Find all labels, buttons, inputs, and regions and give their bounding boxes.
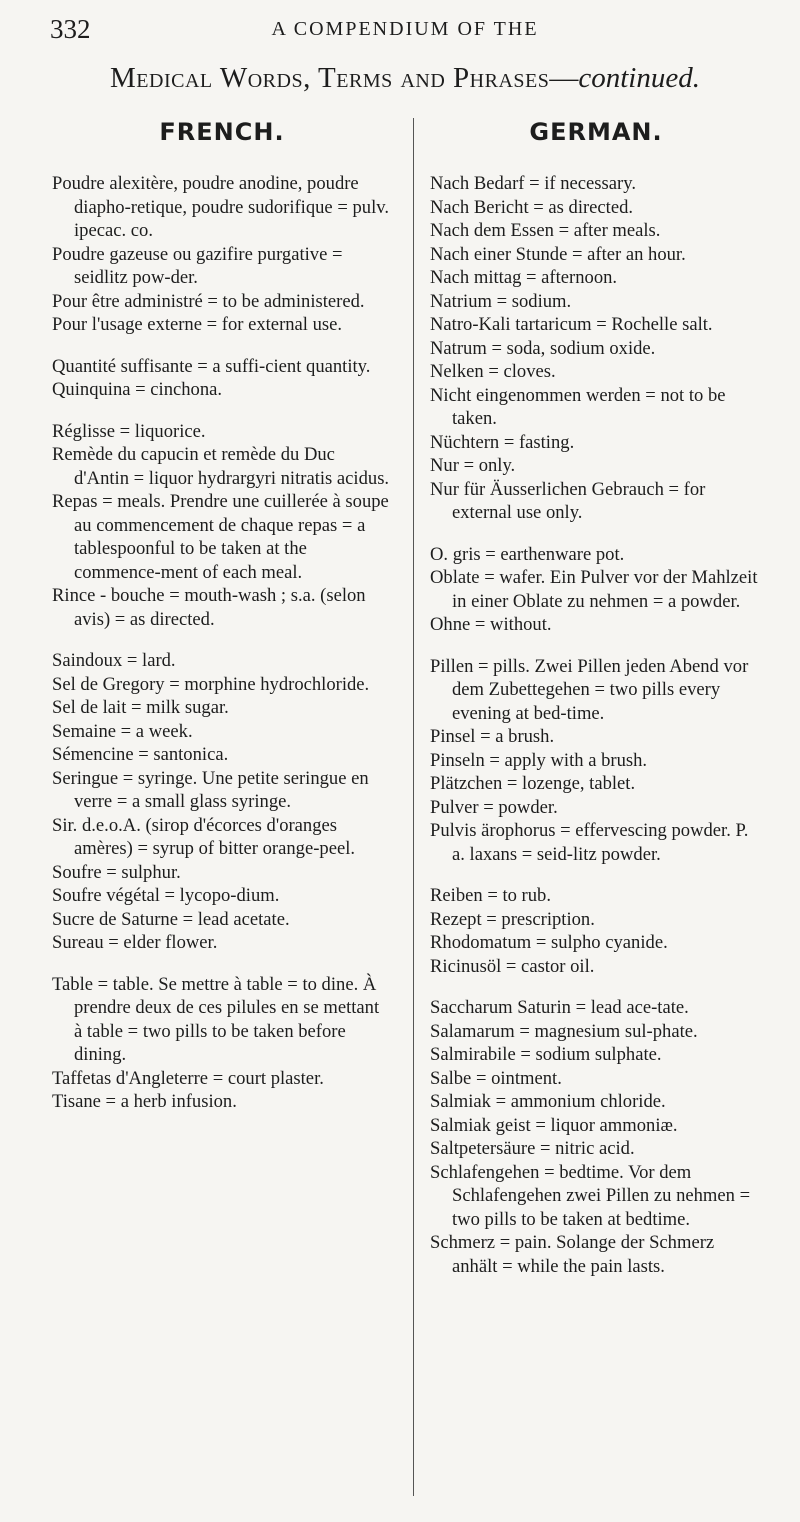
glossary-entry: Salmiak geist = liquor ammoniæ. — [430, 1114, 678, 1136]
glossary-entry: Nach einer Stunde = after an hour. — [430, 243, 686, 265]
page-number: 332 — [50, 14, 91, 44]
glossary-entry: Natro-Kali tartaricum = Rochelle salt. — [430, 314, 713, 335]
glossary-entry: Ohne = without. — [430, 614, 552, 635]
glossary-entry: Quinquina = cinchona. — [52, 379, 223, 400]
glossary-entry: Sémencine = santonica. — [52, 744, 229, 765]
glossary-entry: Table = table. Se mettre à table = to dine. À prendre deux de ces pilules en se mettant à table = two pills to be taken before dining. — [52, 973, 380, 1065]
glossary-entry: Pinseln = apply with a brush. — [430, 749, 648, 771]
glossary-entry: O. gris = earthenware pot. — [430, 543, 625, 565]
french-entry-list — [52, 172, 392, 1114]
glossary-entry: Saccharum Saturin = lead ace-tate. — [430, 997, 689, 1018]
glossary-entry: Sel de Gregory = morphine hydrochloride. — [52, 673, 370, 695]
german-column — [430, 118, 762, 1278]
glossary-entry: Soufre végétal = lycopo-dium. — [52, 885, 280, 906]
glossary-entry: Salmiak = ammonium chloride. — [430, 1091, 666, 1112]
glossary-entry: Sel de lait = milk sugar. — [52, 697, 229, 718]
glossary-entry: Saltpetersäure = nitric acid. — [430, 1138, 635, 1159]
glossary-entry: Nach Bericht = as directed. — [430, 196, 634, 218]
glossary-entry: Poudre alexitère, poudre anodine, poudre diapho-retique, poudre sudorifique = pulv. ipecac. co. — [52, 173, 389, 241]
french-heading: FRENCH. — [159, 118, 285, 146]
glossary-entry: Semaine = a week. — [52, 720, 193, 742]
glossary-entry: Pulver = powder. — [430, 796, 558, 818]
glossary-entry: Réglisse = liquorice. — [52, 420, 206, 442]
running-head — [50, 14, 760, 54]
glossary-entry: Tisane = a herb infusion. — [52, 1091, 237, 1112]
glossary-entry: Nach Bedarf = if necessary. — [430, 173, 636, 194]
glossary-entry: Oblate = wafer. Ein Pulver vor der Mahlzeit in einer Oblate zu nehmen = a powder. — [430, 567, 758, 612]
german-entry-list — [430, 172, 762, 1278]
glossary-entry: Schlafengehen = bedtime. Vor dem Schlafengehen zwei Pillen zu nehmen = two pills to be taken at bedtime. — [430, 1161, 751, 1230]
glossary-entry: Pour l'usage externe = for external use. — [52, 314, 343, 335]
section-title: Medical Words, Terms and Phrases — [110, 62, 550, 94]
glossary-entry: Schmerz = pain. Solange der Schmerz anhält = while the pain lasts. — [430, 1232, 715, 1277]
glossary-entry: Pulvis ärophorus = effervescing powder. P. a. laxans = seid-litz powder. — [430, 820, 749, 865]
glossary-entry: Taffetas d'Angleterre = court plaster. — [52, 1067, 324, 1089]
glossary-entry: Pinsel = a brush. — [430, 726, 555, 747]
glossary-entry: Sucre de Saturne = lead acetate. — [52, 908, 290, 930]
glossary-entry: Nach dem Essen = after meals. — [430, 220, 661, 241]
running-title: A COMPENDIUM OF THE — [271, 18, 539, 40]
glossary-entry: Quantité suffisante = a suffi-cient quantity. — [52, 355, 371, 377]
glossary-entry: Seringue = syringe. Une petite seringue en verre = a small glass syringe. — [52, 767, 369, 812]
glossary-entry: Salamarum = magnesium sul-phate. — [430, 1020, 698, 1042]
glossary-entry: Plätzchen = lozenge, tablet. — [430, 773, 636, 794]
column-divider — [413, 118, 414, 1496]
section-heading — [50, 62, 760, 95]
glossary-entry: Pillen = pills. Zwei Pillen jeden Abend vor dem Zubettegehen = two pills every evening at bed-time. — [430, 655, 749, 724]
glossary-entry: Sureau = elder flower. — [52, 932, 218, 953]
glossary-entry: Nelken = cloves. — [430, 361, 556, 382]
glossary-entry: Saindoux = lard. — [52, 650, 176, 671]
glossary-entry: Natrium = sodium. — [430, 290, 572, 312]
glossary-entry: Nüchtern = fasting. — [430, 431, 575, 453]
glossary-entry: Nur = only. — [430, 455, 516, 476]
glossary-entry: Repas = meals. Prendre une cuillerée à soupe au commencement de chaque repas = a tablespoonful to be taken at the commence-ment of each meal. — [52, 491, 389, 583]
glossary-entry: Rhodomatum = sulpho cyanide. — [430, 932, 668, 953]
glossary-entry: Rince - bouche = mouth-wash ; s.a. (selon avis) = as directed. — [52, 585, 366, 630]
glossary-entry: Soufre = sulphur. — [52, 861, 181, 883]
glossary-entry: Reiben = to rub. — [430, 885, 551, 906]
german-heading: GERMAN. — [529, 118, 663, 146]
glossary-entry: Remède du capucin et remède du Duc d'Antin = liquor hydrargyri nitratis acidus. — [52, 444, 390, 489]
glossary-entry: Ricinusöl = castor oil. — [430, 955, 595, 977]
french-column — [52, 118, 392, 1114]
glossary-entry: Salbe = ointment. — [430, 1067, 562, 1089]
two-column-glossary — [50, 118, 762, 1508]
glossary-entry: Poudre gazeuse ou gazifire purgative = seidlitz pow-der. — [52, 243, 343, 288]
glossary-entry: Sir. d.e.o.A. (sirop d'écorces d'oranges amères) = syrup of bitter orange-peel. — [52, 814, 356, 859]
section-dash: — — [549, 62, 579, 94]
glossary-entry: Pour être administré = to be administered. — [52, 290, 365, 312]
glossary-entry: Nach mittag = afternoon. — [430, 267, 618, 288]
section-continued: continued. — [578, 62, 700, 94]
glossary-entry: Natrum = soda, sodium oxide. — [430, 337, 656, 359]
glossary-entry: Rezept = prescription. — [430, 908, 595, 930]
glossary-entry: Nur für Äusserlichen Gebrauch = for external use only. — [430, 478, 706, 523]
glossary-entry: Nicht eingenommen werden = not to be taken. — [430, 384, 726, 429]
glossary-entry: Salmirabile = sodium sulphate. — [430, 1044, 662, 1065]
